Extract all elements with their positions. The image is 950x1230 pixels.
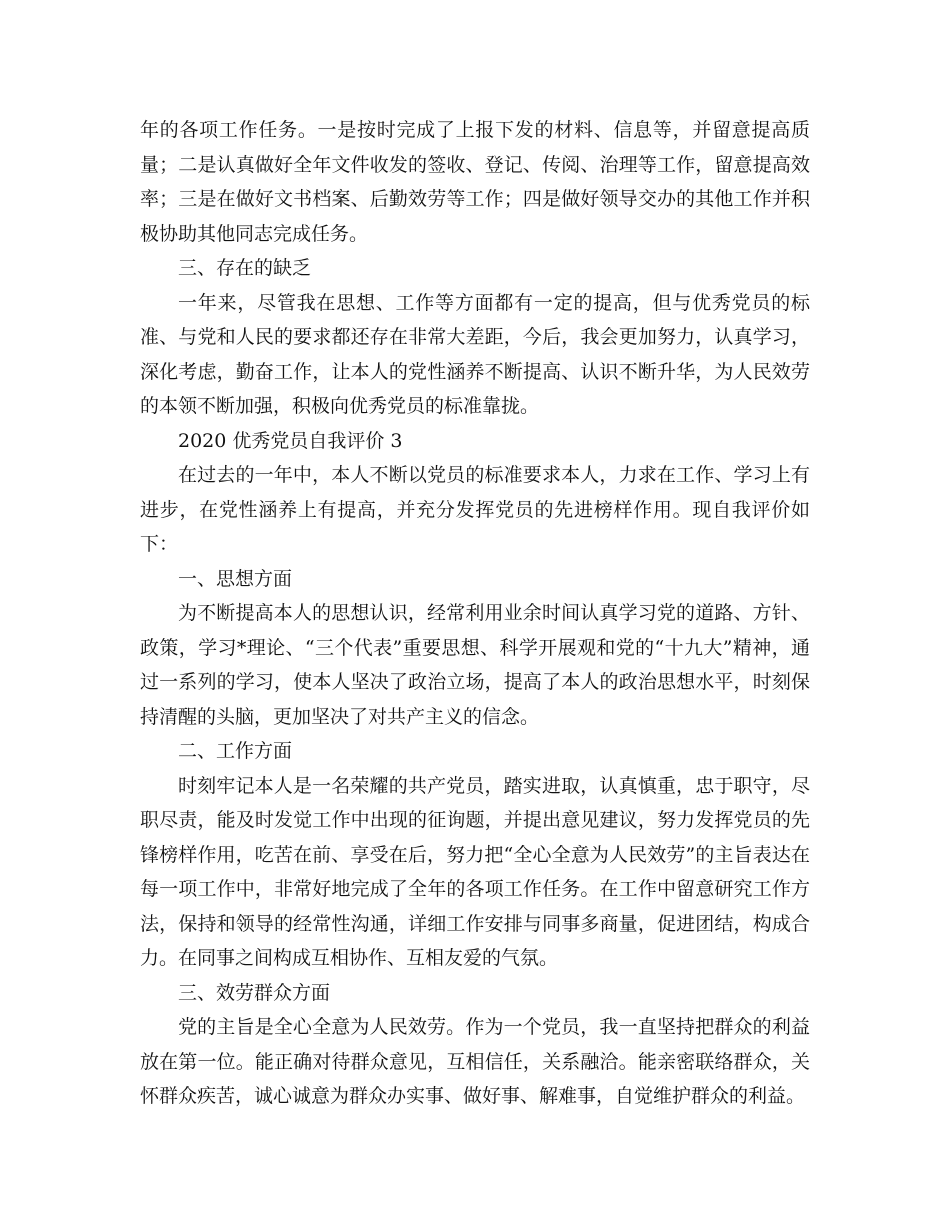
paragraph: 时刻牢记本人是一名荣耀的共产党员，踏实进取，认真慎重，忠于职守，尽职尽责，能及时发觉工作中出现的征询题，并提出意见建议，努力发挥党员的先锋榜样作用，吃苦在前、享受在后，努力把“全心全意为人民效劳”的主旨表达在每一项工作中，非常好地完成了全年的各项工作任务。在工作中留意研究工作方法，保持和领导的经常性沟通，详细工作安排与同事多商量，促进团结，构成合力。在同事之间构成互相协作、互相友爱的气氛。 [140,774,810,969]
section-heading-work: 二、工作方面 [178,740,293,762]
document-title: 2020 优秀党员自我评价 3 [178,429,403,452]
paragraph: 在过去的一年中，本人不断以党员的标准要求本人，力求在工作、学习上有进步，在党性涵养上有提高，并充分发挥党员的先进榜样作用。现自我评价如下： [140,464,810,555]
document-body [140,113,810,1114]
section-heading-service: 三、效劳群众方面 [178,981,331,1004]
paragraph-continuation: 年的各项工作任务。一是按时完成了上报下发的材料、信息等，并留意提高质量；二是认真做好全年文件收发的签收、登记、传阅、治理等工作，留意提高效率；三是在做好文书档案、后勤效劳等工作；四是做好领导交办的其他工作并积极协助其他同志完成任务。 [140,119,810,245]
paragraph: 为不断提高本人的思想认识，经常利用业余时间认真学习党的道路、方针、政策，学习*理论、“三个代表”重要思想、科学开展观和党的“十九大”精神，通过一系列的学习，使本人坚决了政治立场，提高了本人的政治思想水平，时刻保持清醒的头脑，更加坚决了对共产主义的信念。 [140,602,810,728]
section-heading-thought: 一、思想方面 [178,567,293,590]
paragraph: 一年来，尽管我在思想、工作等方面都有一定的提高，但与优秀党员的标准、与党和人民的要求都还存在非常大差距，今后，我会更加努力，认真学习，深化考虑，勤奋工作，让本人的党性涵养不断提高、认识不断升华，为人民效劳的本领不断加强，积极向优秀党员的标准靠拢。 [140,291,810,417]
paragraph: 党的主旨是全心全意为人民效劳。作为一个党员，我一直坚持把群众的利益放在第一位。能正确对待群众意见，互相信任，关系融洽。能亲密联络群众，关怀群众疾苦，诚心诚意为群众办实事、做好事、解难事，自觉维护群众的利益。 [140,1016,810,1107]
section-heading-shortcomings: 三、存在的缺乏 [178,257,312,279]
